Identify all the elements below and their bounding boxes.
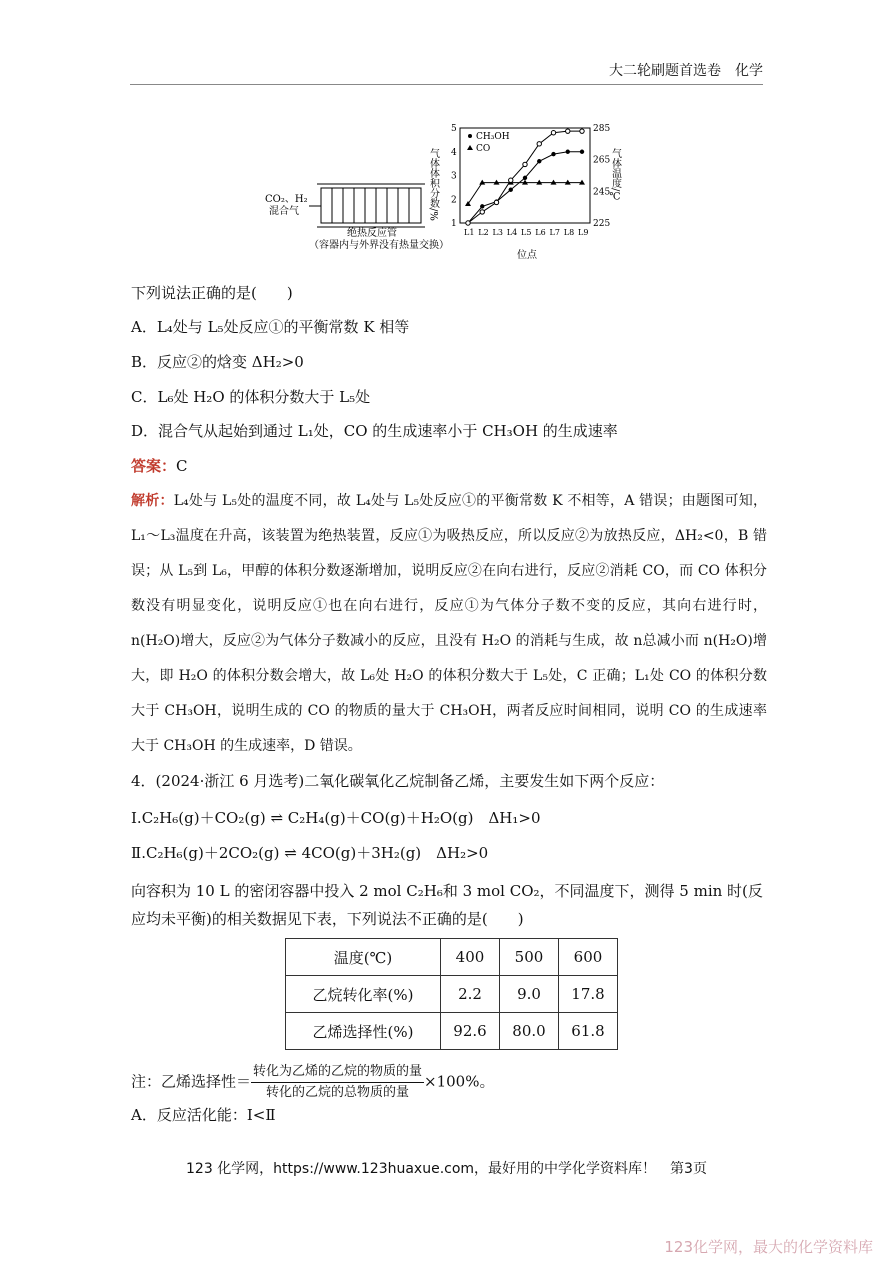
table-cell: 400 [441, 939, 500, 976]
y-tick-label: 4 [451, 147, 457, 158]
reactor-tube [321, 188, 421, 223]
table-cell: 9.0 [500, 976, 559, 1013]
ch3oh-point [551, 152, 555, 156]
ch3oh-point [537, 159, 541, 163]
note-prefix: 注：乙烯选择性＝ [131, 1072, 252, 1091]
left-axis-label: 气体体积分数/% [427, 148, 439, 221]
ch3oh-point [566, 150, 570, 154]
plot-frame [460, 128, 590, 223]
q3-option-a: A．L₄处与 L₅处反应①的平衡常数 K 相等 [131, 318, 410, 336]
legend-marker-ch3oh [468, 134, 472, 138]
temperature-point [480, 210, 484, 214]
table-cell: 61.8 [559, 1013, 618, 1050]
temperature-point [494, 200, 498, 204]
table-cell: 80.0 [500, 1013, 559, 1050]
y2-tick-label: 265 [593, 155, 611, 166]
series-line-co [468, 183, 582, 204]
temperature-point [466, 221, 470, 225]
x-tick-label: L9 [578, 228, 589, 237]
selectivity-note [131, 1062, 767, 1103]
note-denominator: 转化的乙烷的总物质的量 [266, 1085, 410, 1100]
q3-stem: 下列说法正确的是( ) [131, 284, 293, 302]
reaction-2: Ⅱ.C₂H₆(g)＋2CO₂(g) ⇌ 4CO(g)＋3H₂(g) ΔH₂>0 [131, 844, 489, 862]
table-cell: 乙烯选择性(%) [286, 1013, 441, 1050]
inlet-label: CO₂、H₂ [265, 194, 308, 205]
q3-option-c: C．L₆处 H₂O 的体积分数大于 L₅处 [131, 388, 371, 406]
y-tick-label: 2 [451, 195, 457, 206]
x-tick-label: L6 [535, 228, 546, 237]
q4-description: 向容积为 10 L 的密闭容器中投入 2 mol C₂H₆和 3 mol CO₂，不同温度下，测得 5 min 时(反应均未平衡)的相关数据见下表，下列说法不正确的是( ) [131, 882, 763, 928]
inlet-label-2: 混合气 [269, 206, 299, 217]
ch3oh-point [580, 150, 584, 154]
legend-ch3oh: CH₃OH [476, 132, 510, 142]
answer-line [131, 456, 767, 476]
table-cell: 温度(℃) [286, 939, 441, 976]
reaction-1: Ⅰ.C₂H₆(g)＋CO₂(g) ⇌ C₂H₄(g)＋CO(g)＋H₂O(g) ΔH₁>0 [131, 809, 541, 827]
x-tick-label: L3 [492, 228, 503, 237]
data-table [285, 938, 618, 1050]
legend-marker-co [467, 145, 473, 150]
page-header [130, 60, 763, 85]
line-chart [451, 124, 610, 237]
table-cell: 500 [500, 939, 559, 976]
y-tick-label: 3 [451, 171, 457, 182]
temperature-point [551, 131, 555, 135]
table-cell: 600 [559, 939, 618, 976]
watermark: 123化学网，最大的化学资料库 [664, 1238, 873, 1256]
note-fraction [251, 1062, 424, 1103]
x-tick-label: L5 [521, 228, 532, 237]
analysis-label: 解析： [131, 493, 174, 509]
q3-option-d: D．混合气从起始到通过 L₁处，CO 的生成速率小于 CH₃OH 的生成速率 [131, 422, 618, 440]
reactor-figure [265, 118, 625, 263]
x-tick-label: L7 [549, 228, 560, 237]
x-tick-label: L4 [506, 228, 518, 237]
temperature-point [566, 129, 570, 133]
table-cell: 17.8 [559, 976, 618, 1013]
y2-tick-label: 245 [593, 187, 611, 198]
table-cell: 92.6 [441, 1013, 500, 1050]
x-tick-label: L1 [464, 228, 475, 237]
temperature-point [523, 162, 527, 166]
temperature-point [537, 142, 541, 146]
table-row [286, 1013, 618, 1050]
note-suffix: ×100%。 [424, 1072, 495, 1091]
tube-note: （容器内与外界没有热量交换） [309, 240, 449, 251]
legend-co: CO [476, 144, 491, 154]
right-axis-label: 气体温度/℃ [609, 148, 621, 203]
table-row [286, 976, 618, 1013]
table-cell: 乙烷转化率(%) [286, 976, 441, 1013]
y-tick-label: 5 [451, 124, 457, 134]
x-tick-label: L8 [563, 228, 575, 237]
ch3oh-point [523, 176, 527, 180]
q3-option-b: B．反应②的焓变 ΔH₂>0 [131, 353, 304, 371]
y2-tick-label: 225 [593, 219, 611, 229]
y-tick-label: 1 [451, 219, 457, 229]
answer-value: C [176, 457, 188, 475]
ch3oh-point [480, 204, 484, 208]
y2-tick-label: 285 [593, 124, 611, 134]
answer-label: 答案： [131, 457, 177, 475]
x-axis-label: 位点 [517, 250, 537, 261]
note-numerator: 转化为乙烯的乙烷的物质的量 [251, 1062, 424, 1083]
temperature-point [580, 129, 584, 133]
header-text: 大二轮刷题首选卷 化学 [609, 63, 763, 79]
table-cell: 2.2 [441, 976, 500, 1013]
analysis [131, 484, 767, 764]
ch3oh-point [509, 188, 513, 192]
q4-stem: 4．(2024·浙江 6 月选考)二氧化碳氧化乙烷制备乙烯，主要发生如下两个反应： [131, 772, 665, 790]
tube-caption: 绝热反应管 [347, 228, 397, 239]
x-tick-label: L2 [478, 228, 489, 237]
q4-option-a: A．反应活化能：Ⅰ<Ⅱ [131, 1106, 276, 1124]
temperature-point [509, 178, 513, 182]
analysis-text: L₄处与 L₅处的温度不同，故 L₄处与 L₅处反应①的平衡常数 K 不相等，A 错误；由题图可知，L₁～L₃温度在升高，该装置为绝热装置，反应①为吸热反应，所以反应②为放热反应，ΔH₂<0，B 错误；从 L₅到 L₆，甲醇的体积分数逐渐增加，说明反应②在向右进行，反应②消耗 CO，而 CO 体积分数没有明显变化，说明反应①也在向右进行，反应①为气体分子数不变的反应，其向右进行时，n(H₂O)增大，反应②为气体分子数减小的反应，且没有 H₂O 的消耗与生成，故 n总减小而 n(H₂O)增大，即 H₂O 的体积分数会增大，故 L₆处 H₂O 的体积分数大于 L₅处，C 正确；L₁处 CO 的体积分数大于 CH₃OH，说明生成的 CO 的物质的量大于 CH₃OH，两者反应时间相同，说明 CO 的生成速率大于 CH₃OH 的生成速率，D 错误。 [131, 493, 768, 754]
page-footer: 123 化学网，https://www.123huaxue.com，最好用的中学化学资料库！ 第3页 [186, 1161, 707, 1177]
table-row [286, 939, 618, 976]
